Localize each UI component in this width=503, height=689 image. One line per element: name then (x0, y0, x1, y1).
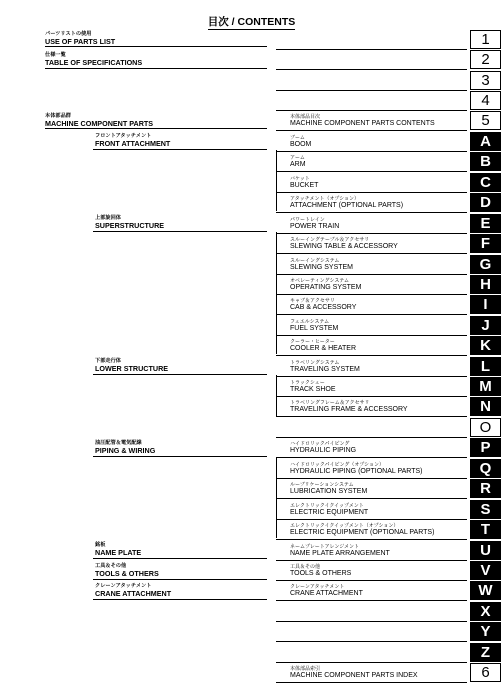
group-crane-attachment[interactable] (95, 583, 171, 598)
divider (93, 558, 267, 559)
row-divider (276, 416, 467, 417)
tab-l[interactable]: L (470, 357, 501, 376)
contents-row[interactable] (276, 50, 467, 70)
row-en-label: ELECTRIC EQUIPMENT (OPTIONAL PARTS) (290, 529, 435, 536)
row-en-label: BOOM (290, 141, 312, 148)
group-superstructure[interactable] (95, 215, 164, 230)
contents-row[interactable] (276, 541, 467, 561)
row-jp-label: スルーイングテーブル＆アクセサリ (290, 237, 370, 243)
tab-d[interactable]: D (470, 193, 501, 212)
divider (93, 374, 267, 375)
row-jp-label: アーム (290, 155, 305, 161)
row-en-label: FUEL SYSTEM (290, 325, 339, 332)
row-jp-label: フュエルシステム (290, 319, 330, 325)
tab-c[interactable]: C (470, 173, 501, 192)
tab-t[interactable]: T (470, 520, 501, 539)
row-jp-label: バケット (290, 176, 310, 182)
contents-row[interactable] (276, 643, 467, 663)
contents-row[interactable] (276, 234, 467, 254)
group-en-label: PIPING & WIRING (95, 446, 156, 455)
group-en-label: NAME PLATE (95, 548, 142, 557)
row-en-label: ARM (290, 161, 306, 168)
tab-p[interactable]: P (470, 438, 501, 457)
row-en-label: HYDRAULIC PIPING (290, 447, 357, 454)
row-divider (276, 682, 467, 683)
group-en-label: SUPERSTRUCTURE (95, 221, 165, 230)
contents-row[interactable] (276, 459, 467, 479)
row-jp-label: 本体部品索引 (290, 666, 321, 672)
tab-6[interactable]: 6 (470, 663, 501, 682)
section-jp-label: 仕様一覧 (45, 52, 66, 58)
row-divider (276, 641, 467, 642)
contents-row[interactable] (276, 520, 467, 540)
row-en-label: MACHINE COMPONENT PARTS CONTENTS (290, 120, 435, 127)
contents-row[interactable] (276, 316, 467, 336)
tab-f[interactable]: F (470, 234, 501, 253)
group-front-attachment[interactable] (95, 133, 170, 148)
contents-row[interactable] (276, 438, 467, 458)
contents-row[interactable] (276, 132, 467, 152)
row-en-label: MACHINE COMPONENT PARTS INDEX (290, 672, 418, 679)
group-tools-others[interactable] (95, 563, 159, 578)
row-jp-label: パワートレイン (290, 217, 325, 223)
divider (45, 68, 267, 69)
group-en-label: TOOLS & OTHERS (95, 569, 159, 578)
tab-q[interactable]: Q (470, 459, 501, 478)
row-en-label: HYDRAULIC PIPING (OPTIONAL PARTS) (290, 468, 423, 475)
row-en-label: TRACK SHOE (290, 386, 336, 393)
section-table-of-specifications[interactable] (45, 52, 142, 67)
contents-row[interactable] (276, 111, 467, 131)
row-jp-label: ネームプレートアレンジメント (290, 544, 360, 550)
tab-o[interactable]: O (470, 418, 501, 437)
tab-w[interactable]: W (470, 581, 501, 600)
tab-s[interactable]: S (470, 500, 501, 519)
contents-row[interactable] (276, 418, 467, 438)
contents-row[interactable] (276, 397, 467, 417)
divider (93, 456, 267, 457)
group-jp-label: 銘板 (95, 542, 106, 548)
contents-row[interactable] (276, 193, 467, 213)
row-divider (276, 130, 467, 131)
divider (93, 231, 267, 232)
tab-z[interactable]: Z (470, 643, 501, 662)
row-jp-label: トラベリングフレーム＆アクセサリ (290, 400, 370, 406)
tab-2[interactable]: 2 (470, 50, 501, 69)
contents-row[interactable] (276, 255, 467, 275)
tab-1[interactable]: 1 (470, 30, 501, 49)
row-jp-label: ハイドロリックパイピング (290, 441, 350, 447)
row-en-label: LUBRICATION SYSTEM (290, 488, 368, 495)
contents-row[interactable] (276, 71, 467, 91)
row-divider (276, 498, 467, 499)
row-en-label: SLEWING SYSTEM (290, 264, 354, 271)
row-en-label: OPERATING SYSTEM (290, 284, 362, 291)
divider (93, 579, 267, 580)
row-divider (276, 314, 467, 315)
row-en-label: COOLER & HEATER (290, 345, 356, 352)
tab-3[interactable]: 3 (470, 71, 501, 90)
group-jp-label: クレーンアタッチメント (95, 583, 152, 589)
contents-row[interactable] (276, 479, 467, 499)
row-en-label: CAB & ACCESSORY (290, 304, 357, 311)
tab-y[interactable]: Y (470, 622, 501, 641)
contents-row[interactable] (276, 500, 467, 520)
group-lower-structure[interactable] (95, 358, 168, 373)
group-jp-label: 工具＆その他 (95, 563, 127, 569)
row-divider (276, 212, 467, 213)
contents-row[interactable] (276, 336, 467, 356)
group-jp-label: 油圧配管＆電気配線 (95, 440, 142, 446)
tab-v[interactable]: V (470, 561, 501, 580)
tab-b[interactable]: B (470, 152, 501, 171)
row-divider (276, 600, 467, 601)
row-en-label: ATTACHMENT (OPTIONAL PARTS) (290, 202, 404, 209)
tab-x[interactable]: X (470, 602, 501, 621)
row-en-label: TRAVELING FRAME & ACCESSORY (290, 406, 408, 413)
tab-4[interactable]: 4 (470, 91, 501, 110)
tab-h[interactable]: H (470, 275, 501, 294)
row-jp-label: エレクトリックイクイップメント（オプション） (290, 523, 399, 529)
contents-row[interactable] (276, 152, 467, 172)
group-en-label: LOWER STRUCTURE (95, 364, 169, 373)
row-jp-label: アタッチメント（オプション） (290, 196, 360, 202)
group-name-plate[interactable] (95, 542, 141, 557)
row-en-label: TRAVELING SYSTEM (290, 366, 360, 373)
section-en-label: MACHINE COMPONENT PARTS (45, 119, 154, 128)
group-en-label: CRANE ATTACHMENT (95, 589, 172, 598)
row-jp-label: 工具＆その他 (290, 564, 321, 570)
group-jp-label: 上部旋回体 (95, 215, 121, 221)
section-jp-label: パーツリストの使用 (45, 31, 92, 37)
tab-u[interactable]: U (470, 541, 501, 560)
group-en-label: FRONT ATTACHMENT (95, 139, 171, 148)
row-jp-label: ルーブリケーションシステム (290, 482, 354, 488)
contents-row[interactable] (276, 663, 467, 683)
row-en-label: POWER TRAIN (290, 223, 340, 230)
row-divider (276, 171, 467, 172)
contents-row[interactable] (276, 357, 467, 377)
tab-i[interactable]: I (470, 295, 501, 314)
divider (93, 599, 267, 600)
row-divider (276, 457, 467, 458)
tab-5[interactable]: 5 (470, 111, 501, 130)
row-divider (276, 69, 467, 70)
contents-row[interactable] (276, 377, 467, 397)
row-jp-label: 本体部品目次 (290, 114, 321, 120)
row-divider (276, 539, 467, 540)
row-en-label: BUCKET (290, 182, 319, 189)
section-machine-component-parts[interactable] (45, 113, 153, 128)
row-jp-label: エレクトリックイクイップメント (290, 503, 364, 509)
row-jp-label: オペレーティングシステム (290, 278, 350, 284)
contents-row[interactable] (276, 173, 467, 193)
contents-row[interactable] (276, 295, 467, 315)
row-en-label: CRANE ATTACHMENT (290, 590, 363, 597)
group-piping-wiring[interactable] (95, 440, 155, 455)
row-jp-label: クーラー・ヒーター (290, 339, 335, 345)
section-en-label: USE OF PARTS LIST (45, 37, 116, 46)
row-jp-label: ハイドロリックパイピング（オプション） (290, 462, 384, 468)
row-divider (276, 253, 467, 254)
contents-row[interactable] (276, 602, 467, 622)
divider (45, 46, 267, 47)
row-jp-label: トラックシュー (290, 380, 325, 386)
contents-row[interactable] (276, 561, 467, 581)
page-title: 目次 / CONTENTS (207, 16, 296, 28)
row-jp-label: スルーイングシステム (290, 258, 340, 264)
row-jp-label: クレーンアタッチメント (290, 584, 345, 590)
row-jp-label: ブーム (290, 135, 305, 141)
tab-j[interactable]: J (470, 316, 501, 335)
divider (45, 128, 267, 129)
row-jp-label: キャブ＆アクセサリ (290, 298, 335, 304)
section-jp-label: 本体部品群 (45, 113, 71, 119)
tab-r[interactable]: R (470, 479, 501, 498)
row-en-label: TOOLS & OTHERS (290, 570, 352, 577)
contents-row[interactable] (276, 622, 467, 642)
row-jp-label: トラベリングシステム (290, 360, 340, 366)
contents-row[interactable] (276, 275, 467, 295)
group-jp-label: 下部走行体 (95, 358, 121, 364)
row-divider (276, 355, 467, 356)
section-en-label: TABLE OF SPECIFICATIONS (45, 58, 143, 67)
section-use-of-parts-list[interactable] (45, 31, 115, 46)
divider (93, 149, 267, 150)
tab-n[interactable]: N (470, 397, 501, 416)
tab-m[interactable]: M (470, 377, 501, 396)
row-en-label: NAME PLATE ARRANGEMENT (290, 550, 390, 557)
contents-row[interactable] (276, 581, 467, 601)
tab-e[interactable]: E (470, 214, 501, 233)
row-en-label: ELECTRIC EQUIPMENT (290, 509, 369, 516)
contents-row[interactable] (276, 91, 467, 111)
row-en-label: SLEWING TABLE & ACCESSORY (290, 243, 398, 250)
tab-a[interactable]: A (470, 132, 501, 151)
contents-row[interactable] (276, 214, 467, 234)
contents-row[interactable] (276, 30, 467, 50)
tab-k[interactable]: K (470, 336, 501, 355)
tab-g[interactable]: G (470, 255, 501, 274)
group-jp-label: フロントアタッチメント (95, 133, 152, 139)
